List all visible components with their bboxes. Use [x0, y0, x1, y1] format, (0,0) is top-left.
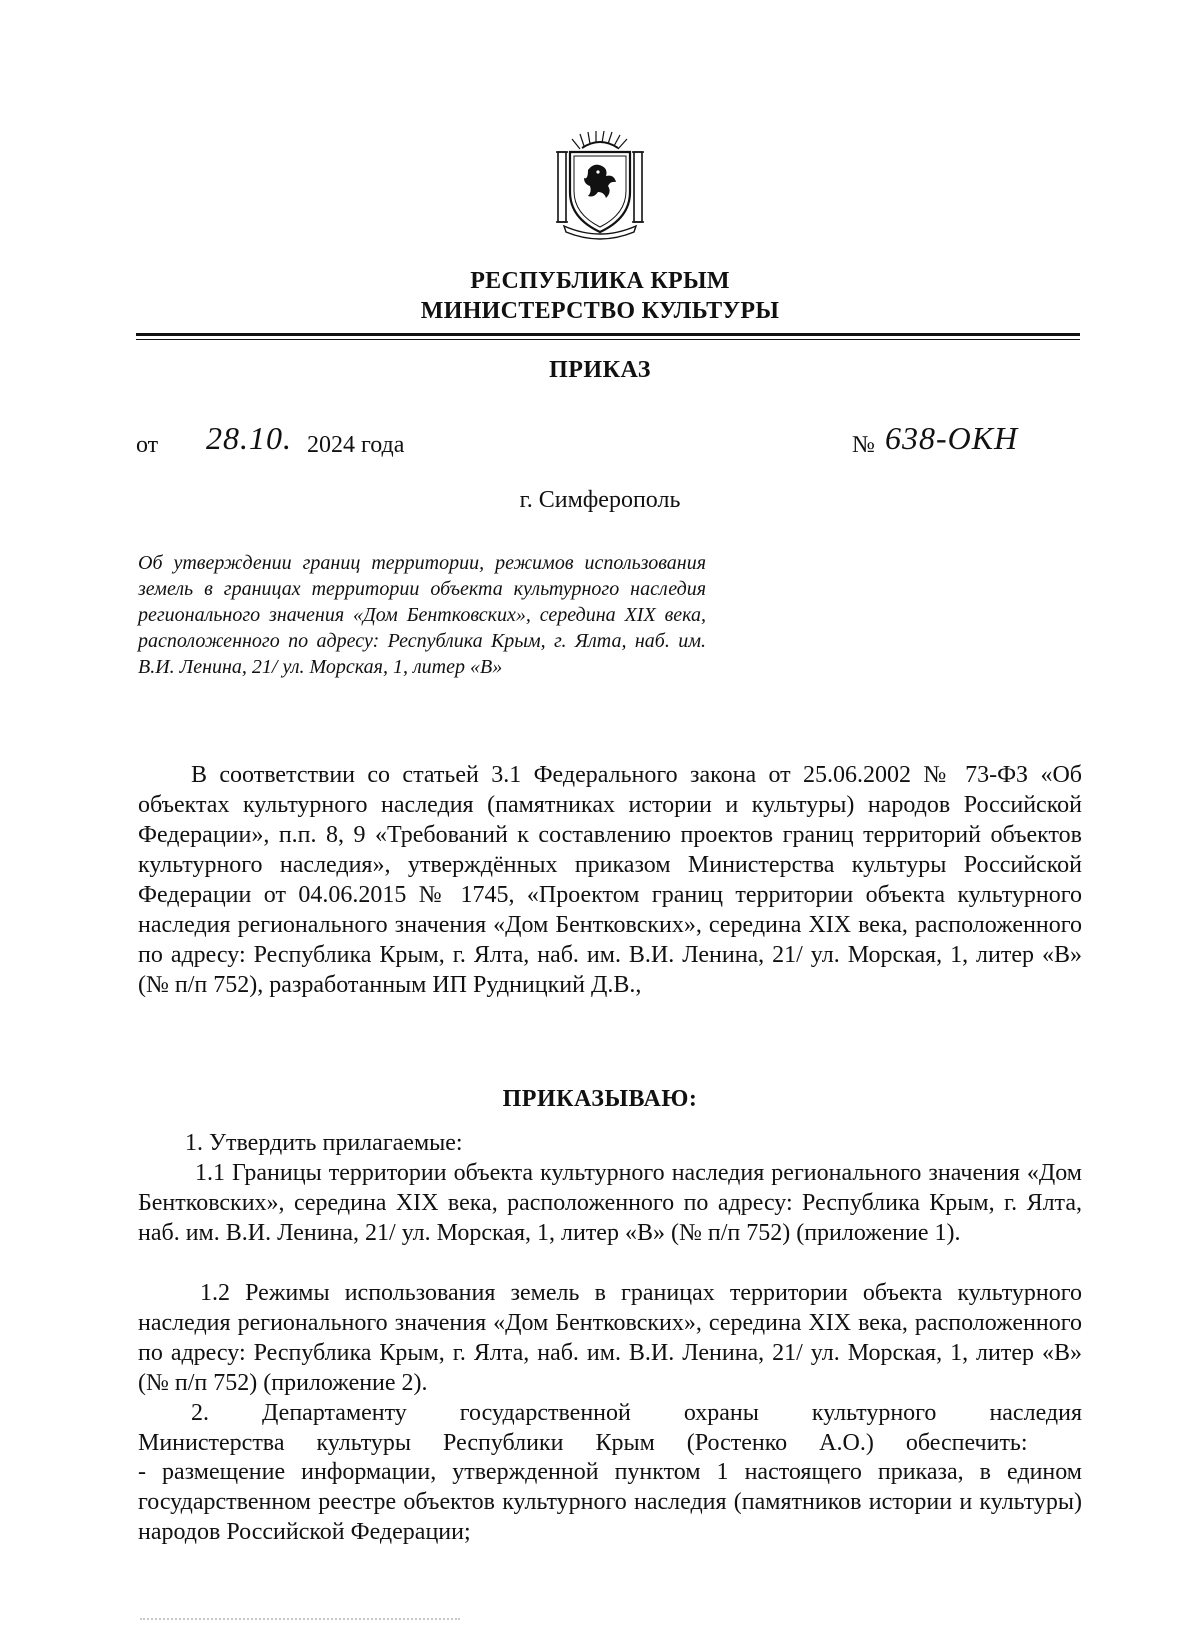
subject-heading: Об утверждении границ территории, режимов использования земель в границах территории объекта культурного наследия регионального значения «Дом Бентковских», середина XIX века, расположенного по адресу: Республика Крым, г. Ялта, наб. им. В.И. Ленина, 21/ ул. Морская, 1, литер «В»	[138, 552, 706, 678]
document-title: ПРИКАЗ	[549, 357, 651, 383]
item-2-bullet: - размещение информации, утвержденной пунктом 1 настоящего приказа, в едином государственном реестре объектов культурного наследия (памятников истории и культуры) народов Российской Федерации;	[138, 1459, 1082, 1545]
org-name: РЕСПУБЛИКА КРЫМ	[470, 268, 730, 294]
number-handwritten: 638-ОКН	[885, 420, 1019, 456]
ministry-name: МИНИСТЕРСТВО КУЛЬТУРЫ	[420, 298, 780, 324]
item-1-1: 1.1 Границы территории объекта культурного наследия регионального значения «Дом Бентковских», середина XIX века, расположенного по адресу: Республика Крым, г. Ялта, наб. им. В.И. Ленина, 21/ ул. Морская, 1, литер «В» (№ п/п 752) (приложение 1).	[138, 1160, 1082, 1246]
item-1: 1. Утвердить прилагаемые:	[185, 1130, 463, 1156]
city-line: г. Симферополь	[519, 487, 681, 513]
page-footer-mark	[140, 1618, 460, 1624]
date-handwritten: 28.10.	[206, 420, 292, 456]
header-divider-thin	[136, 339, 1080, 340]
number-label: №	[852, 432, 875, 458]
preamble-paragraph: В соответствии со статьей 3.1 Федерального закона от 25.06.2002 № 73-ФЗ «Об объектах культурного наследия (памятниках истории и культуры) народов Российской Федерации», п.п. 8, 9 «Требований к составлению проектов границ территорий объектов культурного наследия», утверждённых приказом Министерства культуры Российской Федерации от 04.06.2015 № 1745, «Проектом границ территории объекта культурного наследия регионального значения «Дом Бентковских», середина XIX века, расположенного по адресу: Республика Крым, г. Ялта, наб. им. В.И. Ленина, 21/ ул. Морская, 1, литер «В» (№ п/п 752), разработанным ИП Рудницкий Д.В.,	[138, 762, 1082, 998]
item-1-2: 1.2 Режимы использования земель в границах территории объекта культурного наследия регионального значения «Дом Бентковских», середина XIX века, расположенного по адресу: Республика Крым, г. Ялта, наб. им. В.И. Ленина, 21/ ул. Морская, 1, литер «В» (№ п/п 752) (приложение 2).	[138, 1280, 1082, 1396]
date-label: от	[136, 432, 159, 458]
year-text: 2024 года	[307, 432, 405, 458]
crimea-coat-of-arms-icon	[554, 130, 646, 240]
header-divider	[136, 333, 1080, 336]
decree-heading: ПРИКАЗЫВАЮ:	[502, 1086, 698, 1112]
item-2: 2. Департаменту государственной охраны культурного наследия Министерства культуры Республики Крым (Ростенко А.О.) обеспечить:	[138, 1400, 1082, 1456]
